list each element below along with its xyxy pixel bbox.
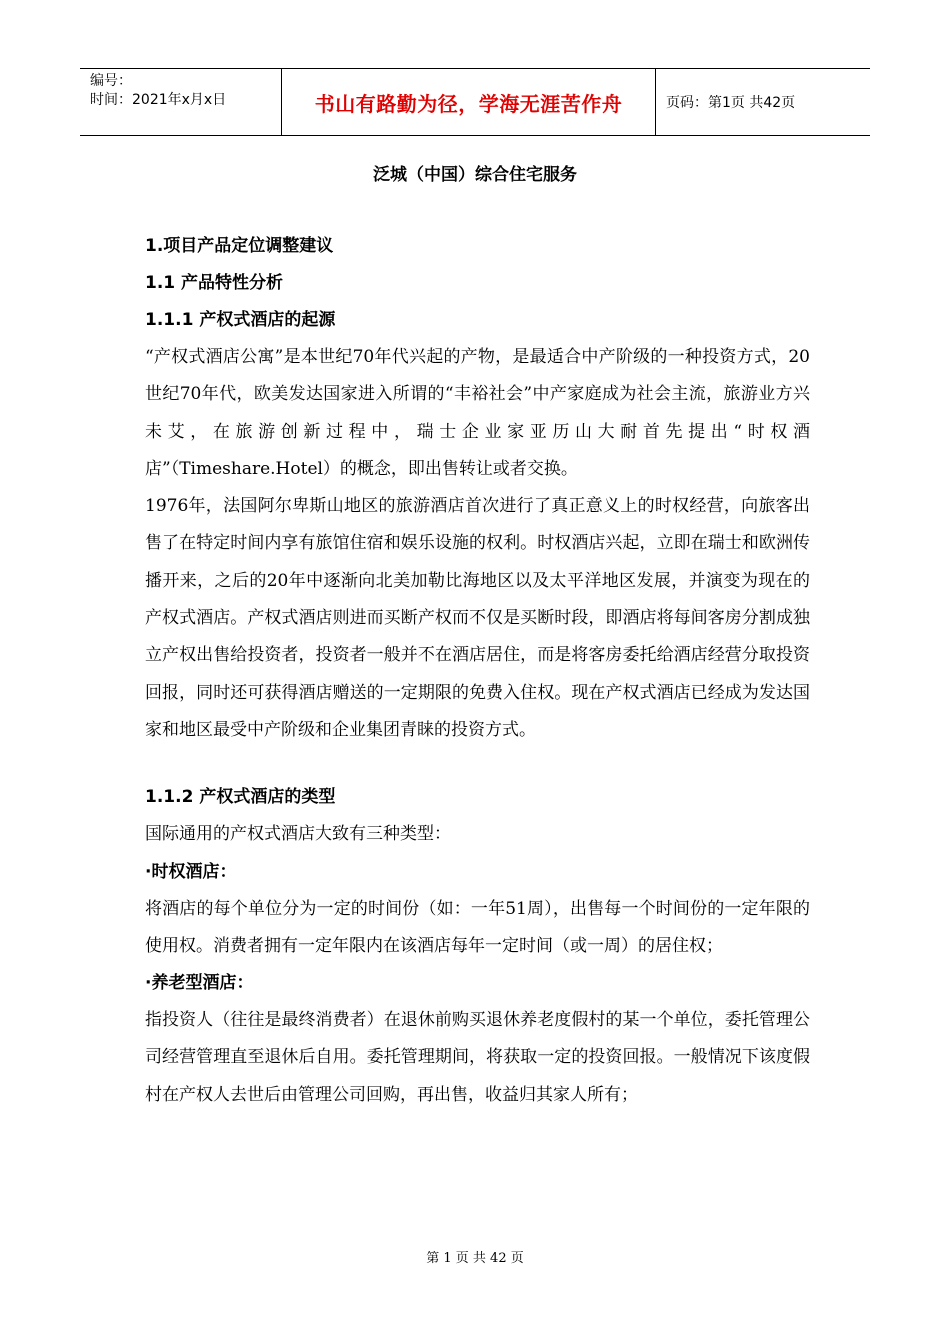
heading-1-1: 1.1 产品特性分析 <box>145 273 284 293</box>
type-timeshare-heading: ·时权酒店： <box>145 861 237 882</box>
header-meta-cell <box>80 69 282 135</box>
paragraph-retirement: 指投资人（往往是最终消费者）在退休前购买退休养老度假村的某一个单位，委托管理公司经营管理直至退休后自用。委托管理期间，将获取一定的投资回报。一般情况下该度假村在产权人去世后由管理公司回购，再出售，收益归其家人所有； <box>145 1010 810 1105</box>
section-gap <box>145 749 810 779</box>
motto: 书山有路勤为径，学海无涯苦作舟 <box>282 69 656 135</box>
heading-1: 1.项目产品定位调整建议 <box>145 236 334 256</box>
page-footer: 第 1 页 共 42 页 <box>426 1251 524 1266</box>
header-table <box>80 68 870 136</box>
document-body <box>145 228 810 1114</box>
number-label: 编号： <box>90 73 132 89</box>
page-label: 页码：第1页 共42页 <box>666 95 796 111</box>
type-retirement-heading: ·养老型酒店： <box>145 973 254 994</box>
paragraph-timeshare: 将酒店的每个单位分为一定的时间份（如：一年51周），出售每一个时间份的一定年限的使用权。消费者拥有一定年限内在该酒店每年一定时间（或一周）的居住权； <box>145 898 810 956</box>
heading-1-1-1: 1.1.1 产权式酒店的起源 <box>145 310 336 330</box>
paragraph-types-intro: 国际通用的产权式酒店大致有三种类型： <box>145 824 451 845</box>
paragraph-origin-1: “产权式酒店公寓”是本世纪70年代兴起的产物，是最适合中产阶级的一种投资方式，20世纪70年代，欧美发达国家进入所谓的“丰裕社会”中产家庭成为社会主流，旅游业方兴未艾，在旅游创新过程中，瑞士企业家亚历山大耐首先提出“时权酒店”（Timeshare.Hotel）的概念，即出售转让或者交换。 <box>145 347 810 479</box>
time-label: 时间：2021年x月x日 <box>90 92 227 108</box>
document-title: 泛城（中国）综合住宅服务 <box>373 165 577 185</box>
paragraph-origin-2: 1976年，法国阿尔卑斯山地区的旅游酒店首次进行了真正意义上的时权经营，向旅客出售了在特定时间内享有旅馆住宿和娱乐设施的权利。时权酒店兴起，立即在瑞士和欧洲传播开来，之后的20年中逐渐向北美加勒比海地区以及太平洋地区发展，并演变为现在的产权式酒店。产权式酒店则进而买断产权而不仅是买断时段，即酒店将每间客房分割成独立产权出售给投资者，投资者一般并不在酒店居住，而是将客房委托给酒店经营分取投资回报，同时还可获得酒店赠送的一定期限的免费入住权。现在产权式酒店已经成为发达国家和地区最受中产阶级和企业集团青睐的投资方式。 <box>145 496 810 740</box>
heading-1-1-2: 1.1.2 产权式酒店的类型 <box>145 787 336 808</box>
